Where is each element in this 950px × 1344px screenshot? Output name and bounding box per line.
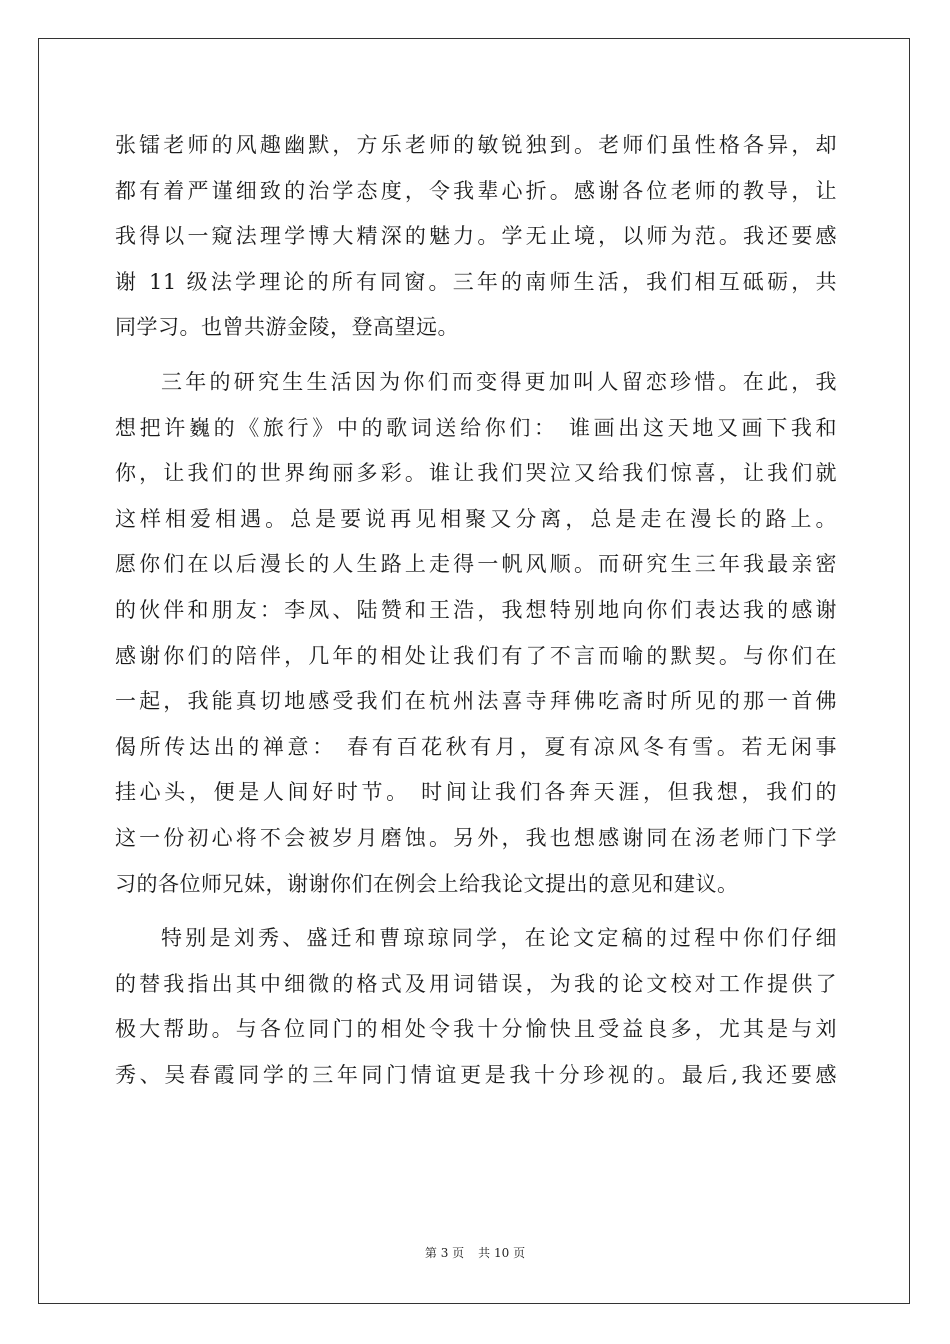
page-total: 共 10 页 xyxy=(478,1246,526,1260)
text-line: 特别是刘秀、盛迁和曹琼琼同学，在论文定稿的过程中你们仔细 xyxy=(161,926,837,951)
text-line: 同学习。也曾共游金陵，登高望远。 xyxy=(115,315,459,340)
text-line: 的替我指出其中细微的格式及用词错误，为我的论文校对工作提供了 xyxy=(115,971,837,996)
text-line: 我得以一窥法理学博大精深的魅力。学无止境，以师为范。我还要感 xyxy=(115,224,837,249)
text-line: 偈所传达出的禅意： 春有百花秋有月，夏有凉风冬有雪。若无闲事 xyxy=(115,734,837,759)
text-line: 谢 11 级法学理论的所有同窗。三年的南师生活，我们相互砥砺，共 xyxy=(115,269,837,294)
text-line: 的伙伴和朋友：李凤、陆赞和王浩，我想特别地向你们表达我的感谢 xyxy=(115,597,837,622)
paragraph xyxy=(115,126,837,346)
page-footer xyxy=(0,1244,950,1261)
text-line: 挂心头，便是人间好时节。 时间让我们各奔天涯，但我想，我们的 xyxy=(115,780,837,805)
text-line: 这样相爱相遇。总是要说再见相聚又分离，总是走在漫长的路上。 xyxy=(115,506,837,531)
text-line: 三年的研究生生活因为你们而变得更加叫人留恋珍惜。在此，我 xyxy=(161,369,837,394)
text-line: 你，让我们的世界绚丽多彩。谁让我们哭泣又给我们惊喜，让我们就 xyxy=(115,461,837,486)
text-line: 极大帮助。与各位同门的相处令我十分愉快且受益良多，尤其是与刘 xyxy=(115,1017,837,1042)
text-line: 张镭老师的风趣幽默，方乐老师的敏锐独到。老师们虽性格各异，却 xyxy=(115,133,837,157)
paragraph xyxy=(115,363,837,903)
document-body xyxy=(115,126,837,1101)
text-line: 一起，我能真切地感受我们在杭州法喜寺拜佛吃斋时所见的那一首佛 xyxy=(115,689,837,714)
text-line: 都有着严谨细致的治学态度，令我辈心折。感谢各位老师的教导，让 xyxy=(115,178,837,203)
text-line: 感谢你们的陪伴，几年的相处让我们有了不言而喻的默契。与你们在 xyxy=(115,643,837,668)
text-line: 想把许巍的《旅行》中的歌词送给你们： 谁画出这天地又画下我和 xyxy=(115,415,837,440)
paragraph xyxy=(115,919,837,1094)
text-line: 秀、吴春霞同学的三年同门情谊更是我十分珍视的。最后,我还要感 xyxy=(115,1062,837,1087)
page-number: 第 3 页 xyxy=(424,1246,465,1260)
text-line: 愿你们在以后漫长的人生路上走得一帆风顺。而研究生三年我最亲密 xyxy=(115,552,837,577)
text-line: 这一份初心将不会被岁月磨蚀。另外，我也想感谢同在汤老师门下学 xyxy=(115,825,837,850)
text-line: 习的各位师兄妹，谢谢你们在例会上给我论文提出的意见和建议。 xyxy=(115,871,739,896)
